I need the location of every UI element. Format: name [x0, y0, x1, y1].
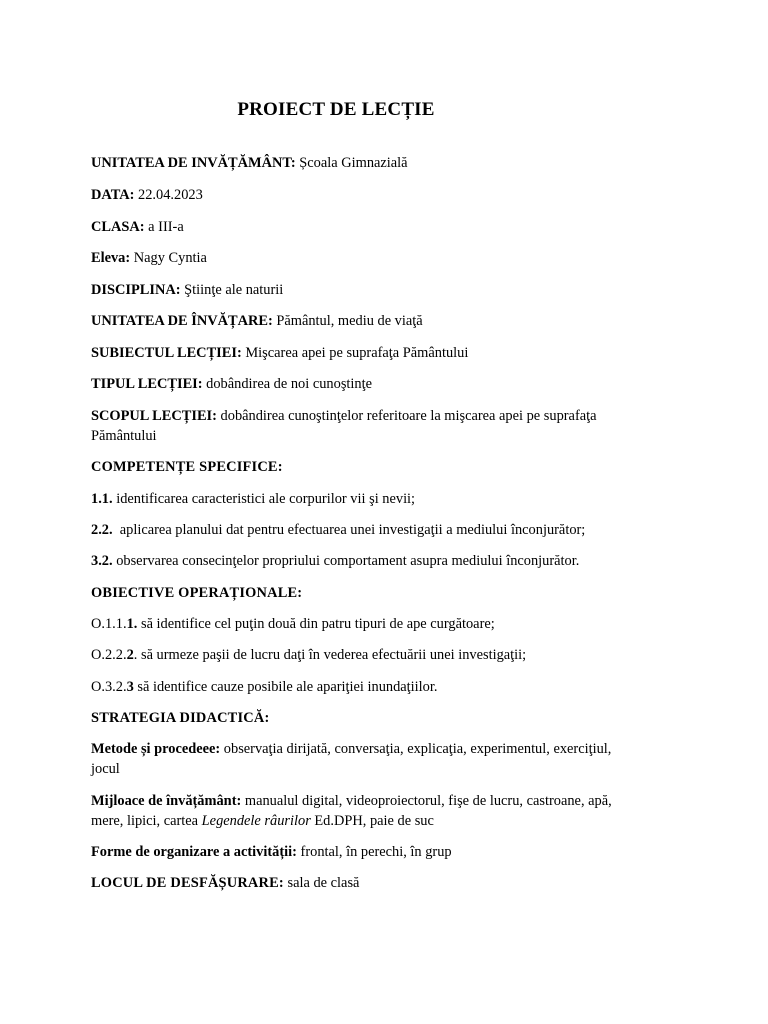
competenta-text: identificarea caracteristici ale corpurilor vii şi nevii;	[112, 491, 416, 507]
field-label: TIPUL LECȚIEI:	[91, 376, 203, 392]
book-title: Legendele râurilor	[201, 813, 311, 829]
obiectiv-prefix: O.3.2.	[91, 679, 127, 695]
field-value: 22.04.2023	[134, 187, 203, 203]
field-tipul	[91, 374, 691, 394]
field-value: Școala Gimnazială	[295, 155, 408, 171]
field-value: Pământului	[91, 428, 157, 444]
mijloace-invatamant-continued	[91, 811, 691, 831]
metode-value: jocul	[91, 761, 120, 777]
obiectiv-text: . să urmeze paşii de lucru daţi în vederea efectuării unei investigaţii;	[133, 647, 527, 663]
field-scopul	[91, 406, 691, 426]
mijloace-value: mere, lipici, cartea	[91, 813, 202, 829]
obiectiv-number: 2	[126, 647, 134, 663]
mijloace-value: Ed.DPH, paie de suc	[310, 813, 434, 829]
field-value: dobândirea cunoştinţelor referitoare la mişcarea apei pe suprafaţa	[216, 408, 597, 424]
field-value: Mişcarea apei pe suprafaţa Pământului	[241, 345, 469, 361]
forme-organizare	[91, 842, 691, 862]
competenta-number: 1.1.	[91, 491, 113, 507]
obiectiv-prefix: O.1.1.	[91, 616, 127, 632]
field-value: dobândirea de noi cunoştinţe	[202, 376, 373, 392]
metode-procedee	[91, 739, 691, 759]
competenta-text: observarea consecinţelor propriului comportament asupra mediului înconjurător.	[112, 553, 580, 569]
field-label: DATA:	[91, 187, 135, 203]
field-clasa	[91, 217, 691, 237]
obiectiv-text: să identifice cauze posibile ale apariţiei inundaţiilor.	[133, 679, 438, 695]
field-label: CLASA:	[91, 219, 145, 235]
obiective-heading: OBIECTIVE OPERAȚIONALE:	[91, 585, 303, 601]
field-unitatea-invatare	[91, 311, 691, 331]
strategia-heading: STRATEGIA DIDACTICĂ:	[91, 710, 270, 726]
field-data	[91, 185, 691, 205]
field-value: a III-a	[144, 219, 184, 235]
competenta-number: 2.2.	[91, 522, 113, 538]
field-label: SCOPUL LECȚIEI:	[91, 408, 217, 424]
field-subiectul	[91, 343, 691, 363]
mijloace-label: Mijloace de învățământ:	[91, 793, 242, 809]
field-value: Pământul, mediu de viaţă	[272, 313, 423, 329]
locul-value: sala de clasă	[283, 875, 360, 891]
metode-value: observaţia dirijată, conversaţia, explicaţia, experimentul, exerciţiul,	[220, 741, 612, 757]
mijloace-value: manualul digital, videoproiectorul, fişe de lucru, castroane, apă,	[241, 793, 612, 809]
field-label: DISCIPLINA:	[91, 282, 181, 298]
obiectiv-prefix: O.2.2.	[91, 647, 127, 663]
obiectiv-item	[91, 677, 691, 697]
locul-label: LOCUL DE DESFĂȘURARE:	[91, 875, 284, 891]
field-disciplina	[91, 280, 691, 300]
forme-value: frontal, în perechi, în grup	[296, 844, 452, 860]
competenta-number: 3.2.	[91, 553, 113, 569]
field-value: Nagy Cyntia	[130, 250, 207, 266]
document-title: PROIECT DE LECȚIE	[237, 99, 435, 120]
mijloace-invatamant	[91, 791, 691, 811]
obiectiv-number: 1.	[126, 616, 138, 632]
field-scopul-continued	[91, 426, 691, 446]
obiectiv-item	[91, 645, 691, 665]
field-value: Ştiinţe ale naturii	[180, 282, 284, 298]
field-label: SUBIECTUL LECȚIEI:	[91, 345, 242, 361]
field-label: UNITATEA DE INVĂȚĂMÂNT:	[91, 155, 296, 171]
field-eleva	[91, 248, 691, 268]
competenta-item	[91, 551, 691, 571]
obiectiv-text: să identifice cel puţin două din patru tipuri de ape curgătoare;	[137, 616, 495, 632]
field-label: UNITATEA DE ÎNVĂȚARE:	[91, 313, 273, 329]
forme-label: Forme de organizare a activității:	[91, 844, 297, 860]
obiectiv-number: 3	[126, 679, 134, 695]
metode-procedee-continued	[91, 759, 691, 779]
metode-label: Metode și procedeee:	[91, 741, 221, 757]
field-unitatea-invatamant	[91, 153, 691, 173]
competenta-item	[91, 489, 691, 509]
obiectiv-item	[91, 614, 691, 634]
field-label: Eleva:	[91, 250, 131, 266]
competente-heading: COMPETENȚE SPECIFICE:	[91, 459, 283, 475]
locul-desfasurare	[91, 873, 691, 893]
competenta-item	[91, 520, 691, 540]
competenta-text: aplicarea planului dat pentru efectuarea unei investigaţii a mediului înconjurător;	[112, 522, 586, 538]
